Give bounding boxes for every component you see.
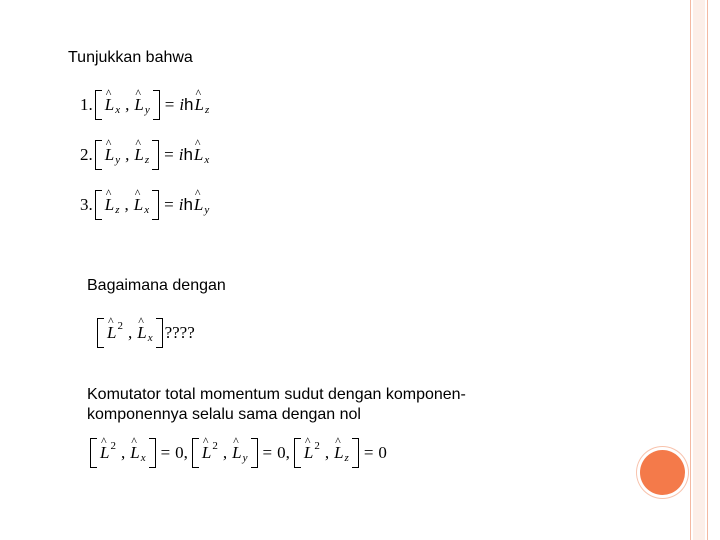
subscript: y: [115, 154, 121, 166]
operator-l-hat: ^ L: [232, 443, 241, 463]
operator-l-hat: ^ L: [134, 145, 143, 165]
equation-3: [80, 190, 209, 220]
operator-l-hat: ^ L: [334, 443, 343, 463]
operator-l-hat: ^ L: [134, 195, 143, 215]
equals-sign: =: [262, 443, 273, 462]
operator-l-hat: ^ L: [134, 95, 143, 115]
equals-sign: =: [164, 95, 175, 114]
operator-l-hat: ^ L: [107, 323, 116, 343]
right-bracket: [152, 190, 159, 220]
final-expression: [90, 438, 387, 468]
comma: ,: [125, 95, 130, 114]
i-hbar: ih: [178, 195, 193, 214]
equals-sign: =: [363, 443, 374, 462]
equation-number: 3.: [80, 195, 93, 214]
operator-l-hat: ^ L: [105, 95, 114, 115]
superscript: 2: [110, 440, 116, 452]
decorative-line: [690, 0, 691, 540]
subscript: x: [144, 204, 150, 216]
comma: ,: [124, 195, 129, 214]
statement-line-2: komponennya selalu sama dengan nol: [87, 406, 361, 423]
left-bracket: [95, 190, 102, 220]
superscript: 2: [212, 440, 218, 452]
subscript: z: [115, 204, 120, 216]
comma: ,: [127, 323, 133, 342]
decorative-line: [707, 0, 708, 540]
equation-1: [80, 90, 209, 120]
operator-l-hat: ^ L: [105, 195, 114, 215]
i-hbar: ih: [179, 95, 194, 114]
intro-text: Tunjukkan bahwa: [68, 49, 193, 66]
subscript: x: [147, 332, 153, 344]
superscript: 2: [314, 440, 320, 452]
subscript: x: [140, 452, 146, 464]
comma: ,: [120, 443, 126, 462]
right-bracket: [149, 438, 156, 468]
equation-2: [80, 140, 209, 170]
question-expression: [97, 318, 195, 348]
right-bracket: [152, 140, 159, 170]
operator-l-hat: ^ L: [194, 195, 203, 215]
equals-sign: =: [164, 145, 174, 164]
subscript: z: [344, 452, 349, 464]
operator-l-hat: ^ L: [195, 95, 204, 115]
subscript: y: [204, 204, 210, 216]
operator-l-hat: ^ L: [100, 443, 109, 463]
result-value: 0: [378, 443, 387, 462]
right-bracket: [153, 90, 160, 120]
subscript: z: [204, 104, 210, 116]
subscript: z: [144, 154, 150, 166]
operator-l-hat: ^ L: [105, 145, 114, 165]
operator-l-hat: ^ L: [130, 443, 139, 463]
subscript: y: [144, 104, 150, 116]
equals-sign: =: [164, 195, 174, 214]
result-value: 0,: [277, 443, 290, 462]
decorative-circle: [640, 450, 685, 495]
decorative-band: [693, 0, 705, 540]
subscript: x: [204, 154, 210, 166]
right-bracket: [156, 318, 163, 348]
equation-number: 1.: [80, 95, 93, 114]
comma: ,: [324, 443, 330, 462]
right-bracket: [251, 438, 258, 468]
i-hbar: ih: [178, 145, 193, 164]
left-bracket: [97, 318, 104, 348]
comma: ,: [125, 145, 130, 164]
left-bracket: [95, 140, 102, 170]
left-bracket: [95, 90, 102, 120]
right-bracket: [352, 438, 359, 468]
subscript: y: [242, 452, 248, 464]
operator-l-hat: ^ L: [304, 443, 313, 463]
left-bracket: [192, 438, 199, 468]
comma: ,: [222, 443, 228, 462]
operator-l-hat: ^ L: [194, 145, 203, 165]
superscript: 2: [117, 320, 123, 332]
left-bracket: [90, 438, 97, 468]
equation-number: 2.: [80, 145, 93, 164]
operator-l-hat: ^ L: [137, 323, 146, 343]
subscript: x: [115, 104, 121, 116]
statement-line-1: Komutator total momentum sudut dengan komponen-: [87, 386, 466, 403]
question-text: Bagaimana dengan: [87, 277, 226, 294]
equals-sign: =: [160, 443, 171, 462]
left-bracket: [294, 438, 301, 468]
result-value: 0,: [175, 443, 188, 462]
question-marks: ????: [164, 323, 195, 342]
operator-l-hat: ^ L: [202, 443, 211, 463]
